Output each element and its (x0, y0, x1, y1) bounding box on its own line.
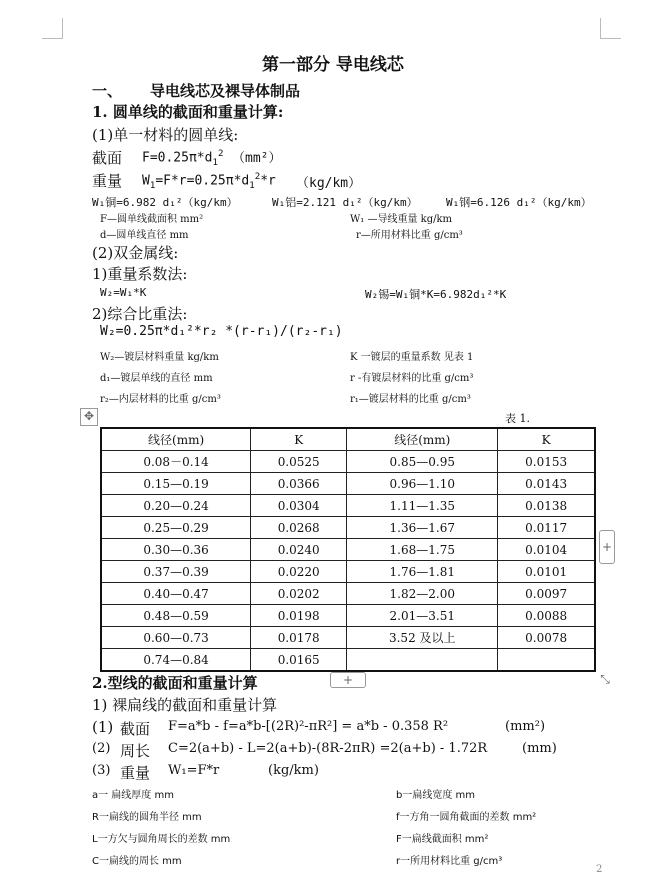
formula-2-unit: (mm) (522, 741, 557, 756)
table-cell: 0.0198 (251, 605, 347, 627)
definition-a: a一 扁线厚度 mm (92, 790, 174, 801)
table-cell (498, 649, 595, 672)
table-resize-handle[interactable]: ⤡ (598, 672, 612, 686)
table-cell: 1.11—1.35 (347, 495, 498, 517)
copper-weight-formula: W₁铜=6.982 d₁²（kg/km） (92, 196, 238, 209)
table-cell (347, 649, 498, 672)
table-cell: 0.08－0.14 (101, 451, 251, 473)
table-cell: 1.82—2.00 (347, 583, 498, 605)
crop-mark-top-left (42, 18, 63, 39)
table-cell: 0.0104 (498, 539, 595, 561)
formula-2-label: 周长 (120, 742, 151, 760)
add-column-button[interactable]: + (599, 530, 615, 564)
definition-r-coat: r -有镀层材料的比重 g/cm³ (350, 373, 474, 384)
crop-mark-top-right (600, 18, 621, 39)
table-cell: 0.96—1.10 (347, 473, 498, 495)
definition-r2: r₂—内层材料的比重 g/cm³ (100, 394, 221, 405)
table-cell: 0.0153 (498, 451, 595, 473)
header-k-1: K (251, 428, 347, 451)
definition-r1: r₁—镀层材料的比重 g/cm³ (350, 394, 471, 405)
method-2-heading: 2)综合比重法: (92, 305, 188, 323)
formula-3-unit: (kg/km) (268, 763, 319, 778)
table-cell: 0.0138 (498, 495, 595, 517)
table-cell: 0.74—0.84 (101, 649, 251, 672)
header-k-2: K (498, 428, 595, 451)
weight-coefficient-table (100, 427, 596, 672)
table-row (101, 517, 595, 539)
definition-b: b一扁线宽度 mm (396, 790, 476, 801)
table-cell: 0.0088 (498, 605, 595, 627)
page-number: 2 (596, 864, 603, 875)
definition-K: K 一镀层的重量系数 见表 1 (350, 352, 474, 363)
table-row (101, 561, 595, 583)
table-cell: 0.0101 (498, 561, 595, 583)
bimetal-heading: (2)双金属线: (92, 244, 179, 262)
table-row (101, 495, 595, 517)
table-caption: 表 1. (505, 412, 530, 425)
formula-3-label: 重量 (120, 764, 151, 782)
definition-R: R一扁线的圆角半径 mm (92, 812, 202, 823)
composite-formula: W₂=0.25π*d₁²*r₂ *(r-r₁)/(r₂-r₁) (100, 324, 343, 339)
weight-formula: $W_1=F*r=0.25\pi*d_1^2*r$ (142, 172, 276, 191)
table-cell: 0.85—0.95 (347, 451, 498, 473)
table-cell: 3.52 及以上 (347, 627, 498, 649)
table-cell: 0.40—0.47 (101, 583, 251, 605)
header-diameter-2: 线径(mm) (347, 428, 498, 451)
definition-F2: F一扁线截面积 mm² (396, 834, 489, 845)
table-cell: 0.0202 (251, 583, 347, 605)
table-cell: 0.15—0.19 (101, 473, 251, 495)
table-cell: 0.0078 (498, 627, 595, 649)
formula-3-number: (3) (92, 763, 111, 778)
table-move-handle[interactable]: ✥ (80, 408, 98, 426)
table-cell: 0.25—0.29 (101, 517, 251, 539)
table-cell: 0.0240 (251, 539, 347, 561)
table-cell: 1.36—1.67 (347, 517, 498, 539)
table-row (101, 451, 595, 473)
area-label: 截面 (92, 149, 123, 167)
w2-formula: W₂=W₁*K (100, 286, 147, 299)
table-cell: 0.0117 (498, 517, 595, 539)
definition-C: C一扁线的周长 mm (92, 856, 182, 867)
table-cell: 0.0366 (251, 473, 347, 495)
steel-weight-formula: W₁钢=6.126 d₁²（kg/km） (446, 196, 592, 209)
table-cell: 0.20—0.24 (101, 495, 251, 517)
table-cell: 0.0165 (251, 649, 347, 672)
area-unit: （mm²） (232, 151, 282, 166)
formula-1-unit: (mm²) (505, 719, 546, 734)
formula-1-number: (1) (92, 718, 114, 736)
definition-f: f一方角一圆角截面的差数 mm² (396, 812, 537, 823)
table-cell: 0.0097 (498, 583, 595, 605)
bare-flat-heading: 1) 裸扁线的截面和重量计算 (92, 696, 278, 714)
table-cell: 0.30—0.36 (101, 539, 251, 561)
table-row (101, 627, 595, 649)
definition-W1: W₁ —导线重量 kg/km (350, 214, 453, 225)
header-diameter-1: 线径(mm) (101, 428, 251, 451)
formula-2-body: C=2(a+b) - L=2(a+b)-(8R-2πR) =2(a+b) - 1.72R (168, 741, 488, 756)
area-formula: $F=0.25\pi*d_1^2$ (142, 149, 224, 168)
formula-1-label: 截面 (120, 720, 151, 738)
table-cell: 0.0525 (251, 451, 347, 473)
formula-3-body: W₁=F*r (168, 763, 220, 778)
table-header-row (101, 428, 595, 451)
page-title: 第一部分 导电线芯 (262, 55, 404, 75)
weight-unit: （kg/km） (296, 176, 362, 191)
formula-1-body: F=a*b - f=a*b-[(2R)²-πR²] = a*b - 0.358 R² (168, 719, 449, 734)
table-cell: 0.0304 (251, 495, 347, 517)
table-cell: 0.0143 (498, 473, 595, 495)
w2-tin-formula: W₂锡=W₁铜*K=6.982d₁²*K (365, 288, 507, 301)
table-row (101, 649, 595, 672)
section-1-title: 导电线芯及裸导体制品 (150, 82, 301, 100)
section-1-number: 一、 (92, 82, 123, 100)
table-row (101, 539, 595, 561)
table-cell: 0.0220 (251, 561, 347, 583)
formula-2-number: (2) (92, 741, 111, 756)
definition-d: d—圆单线直径 mm (100, 230, 189, 241)
table-cell: 0.60—0.73 (101, 627, 251, 649)
table-row (101, 605, 595, 627)
table-cell: 1.68—1.75 (347, 539, 498, 561)
table-row (101, 473, 595, 495)
subsection-1-title: 1. 圆单线的截面和重量计算: (92, 103, 284, 121)
definition-F: F—圆单线截面积 mm² (100, 214, 204, 225)
definition-L: L一方欠与圆角周长的差数 mm (92, 834, 231, 845)
definition-r3: r一所用材料比重 g/cm³ (396, 856, 503, 867)
table-cell: 0.37—0.39 (101, 561, 251, 583)
definition-W2: W₂—镀层材料重量 kg/km (100, 352, 219, 363)
table-cell: 2.01—3.51 (347, 605, 498, 627)
table-cell: 0.0178 (251, 627, 347, 649)
definition-d1: d₁—镀层单线的直径 mm (100, 373, 213, 384)
table-cell: 1.76—1.81 (347, 561, 498, 583)
table-cell: 0.0268 (251, 517, 347, 539)
add-row-button[interactable]: + (330, 672, 366, 688)
section-2-title: 2.型线的截面和重量计算 (92, 674, 258, 692)
table-row (101, 583, 595, 605)
single-material-heading: (1)单一材料的圆单线: (92, 126, 239, 144)
weight-label: 重量 (92, 172, 123, 190)
method-1-heading: 1)重量系数法: (92, 265, 188, 283)
definition-r: r—所用材料比重 g/cm³ (356, 230, 463, 241)
aluminium-weight-formula: W₁铝=2.121 d₁²（kg/km） (272, 196, 418, 209)
table-cell: 0.48—0.59 (101, 605, 251, 627)
